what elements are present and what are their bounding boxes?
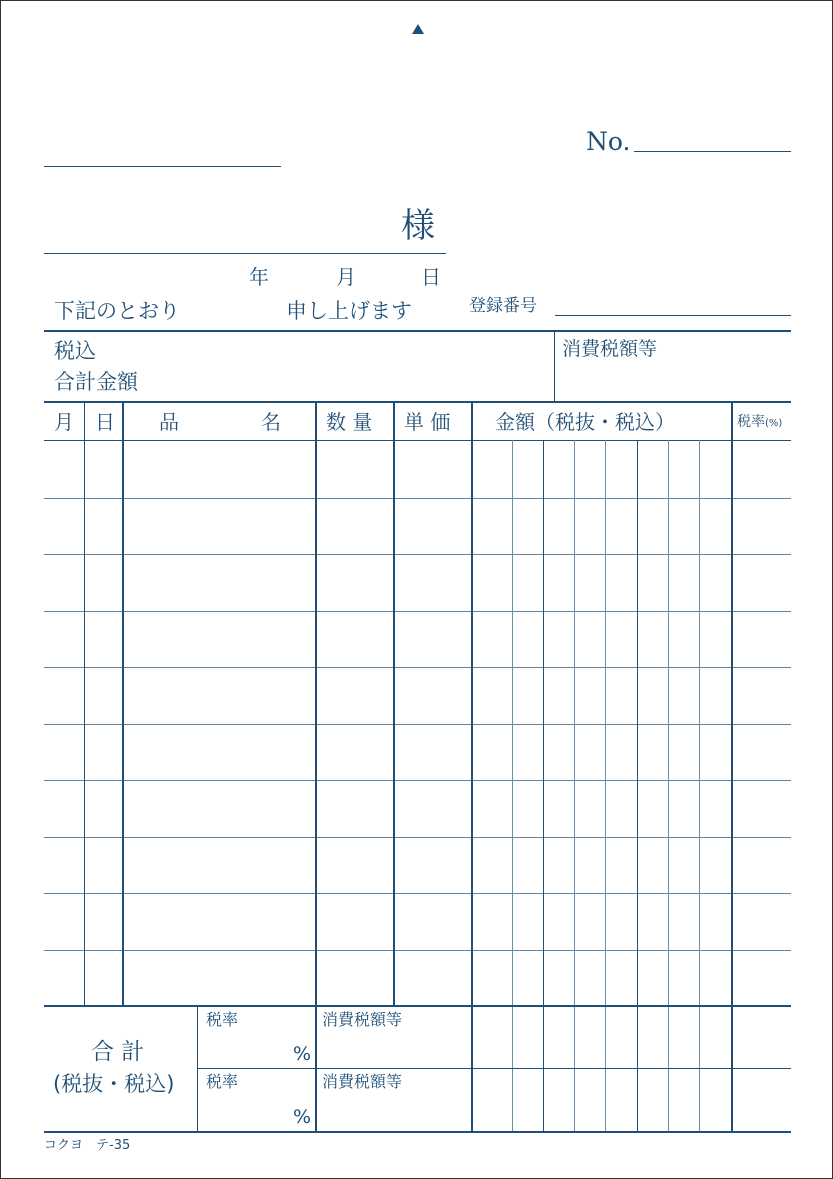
footer-divider-total <box>197 1006 198 1132</box>
header-day: 日 <box>95 410 115 434</box>
amount-digit-line <box>699 440 700 1132</box>
table-row-separator <box>44 724 791 725</box>
table-row-separator <box>44 611 791 612</box>
amount-digit-line <box>574 440 575 1132</box>
consumption-tax-label: 消費税額等 <box>562 338 658 360</box>
tax-rate-label-1: 税率 <box>206 1010 239 1029</box>
table-row-separator <box>44 893 791 894</box>
addressee-line-top[interactable] <box>44 166 281 167</box>
col-sep-day-item <box>122 402 124 1006</box>
table-row-separator <box>44 554 791 555</box>
footer-middle-line <box>197 1068 791 1069</box>
summary-top-border <box>44 330 791 332</box>
amount-digit-line <box>605 440 606 1132</box>
table-row-separator <box>44 667 791 668</box>
addressee-line[interactable] <box>44 253 446 254</box>
intro-text: 下記のとおり <box>54 299 180 323</box>
header-item-1: 品 <box>159 410 179 434</box>
header-tax-rate-unit: (%) <box>765 418 783 429</box>
table-top-border <box>44 401 791 403</box>
table-row-separator <box>44 780 791 781</box>
header-amount: 金額（税抜・税込） <box>495 410 675 434</box>
product-code: コクヨ テ-35 <box>44 1138 131 1153</box>
table-row-separator <box>44 837 791 838</box>
col-sep-qty-unit <box>393 402 395 1006</box>
col-sep-month-day <box>84 402 85 1006</box>
registration-label: 登録番号 <box>469 296 537 316</box>
tax-included-label: 税込 <box>54 339 96 363</box>
table-row-separator <box>44 498 791 499</box>
amount-digit-line-major <box>637 440 638 1132</box>
total-sub-label: (税抜・税込) <box>53 1072 175 1096</box>
number-field-line[interactable] <box>634 151 791 152</box>
header-tax-rate <box>737 415 782 429</box>
intro-text-2: 申し上げます <box>286 299 412 323</box>
header-unit-price: 単 価 <box>404 410 451 434</box>
header-item-2: 名 <box>261 410 281 434</box>
footer-top-border <box>44 1005 791 1007</box>
total-amount-label: 合計金額 <box>54 370 138 394</box>
header-quantity: 数 量 <box>326 410 373 434</box>
col-sep-unit-amount <box>471 402 473 1132</box>
table-row-separator <box>44 950 791 951</box>
number-label: No. <box>586 127 631 156</box>
col-sep-amount-rate <box>731 402 733 1132</box>
date-day-label: 日 <box>421 265 441 289</box>
col-sep-item-qty <box>315 402 317 1132</box>
tax-rate-label-2: 税率 <box>206 1072 239 1091</box>
total-label: 合 計 <box>91 1039 145 1065</box>
footer-bottom-border <box>44 1131 791 1133</box>
date-month-label: 月 <box>336 265 356 289</box>
amount-digit-line <box>668 440 669 1132</box>
table-header-bottom <box>44 440 791 441</box>
header-month: 月 <box>54 410 74 434</box>
amount-digit-line-major <box>543 440 544 1132</box>
consumption-tax-label-1: 消費税額等 <box>322 1010 403 1029</box>
amount-digit-line <box>512 440 513 1132</box>
date-year-label: 年 <box>249 265 269 289</box>
summary-divider <box>554 332 555 402</box>
triangle-marker-icon <box>411 23 425 35</box>
tax-rate-percent-1: % <box>293 1043 312 1065</box>
registration-field-line[interactable] <box>555 315 791 316</box>
consumption-tax-label-2: 消費税額等 <box>322 1072 403 1091</box>
addressee-suffix: 様 <box>401 206 435 246</box>
tax-rate-percent-2: % <box>293 1106 312 1128</box>
header-tax-rate-label: 税率 <box>737 414 765 430</box>
